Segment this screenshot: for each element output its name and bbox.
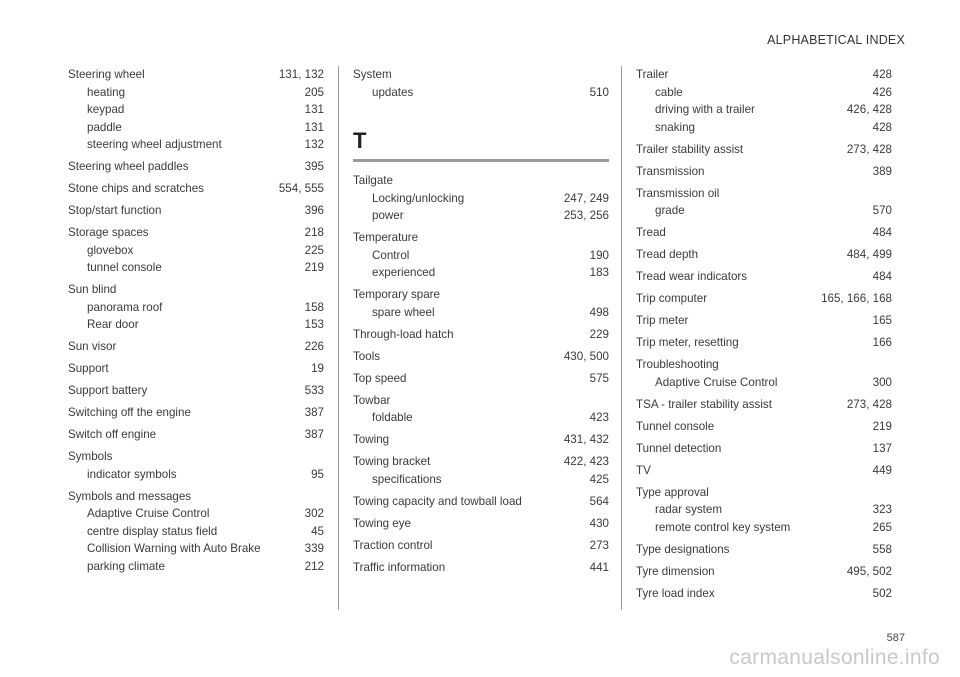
index-term: Symbols (68, 450, 113, 463)
index-subentry-row (353, 409, 609, 427)
index-subpages: 510 (589, 85, 609, 99)
index-subterm: glovebox (87, 243, 134, 257)
page-header-title: ALPHABETICAL INDEX (767, 33, 905, 47)
page-number: 587 (886, 632, 905, 644)
index-term: Troubleshooting (636, 358, 719, 371)
index-subentry-row (353, 264, 609, 282)
index-subpages: 219 (304, 261, 324, 274)
index-subentry-row (68, 316, 324, 334)
index-subterm: Collision Warning with Auto Brake (87, 542, 261, 555)
index-entry (68, 448, 324, 483)
index-entry-row (68, 281, 324, 299)
index-subpages: 247, 249 (563, 191, 609, 205)
index-subpages: 300 (872, 375, 892, 389)
index-pages: 19 (311, 362, 324, 375)
index-entry (636, 541, 892, 559)
index-entry (636, 418, 892, 436)
index-subentry-row (636, 374, 892, 392)
index-entry (353, 348, 609, 366)
index-subpages: 302 (304, 507, 324, 520)
index-entry (636, 484, 892, 537)
index-term: Transmission oil (636, 186, 720, 200)
index-term: Towing (353, 433, 390, 446)
index-entry-row (636, 66, 892, 84)
index-entry (353, 66, 609, 101)
index-subpages: 426 (872, 85, 892, 99)
index-subterm: Rear door (87, 318, 139, 331)
index-term: Transmission (636, 164, 705, 178)
index-subpages: 153 (304, 318, 324, 331)
index-pages: 396 (304, 204, 324, 217)
index-column-2 (353, 66, 609, 581)
index-term: Towing eye (353, 516, 412, 530)
index-subpages: 205 (304, 85, 324, 99)
index-entry (636, 66, 892, 136)
index-entry-row (636, 541, 892, 559)
index-entry-row (636, 246, 892, 264)
index-entry-row (636, 312, 892, 330)
index-entry (353, 559, 609, 577)
index-term: Sun visor (68, 340, 117, 353)
index-subterm: Adaptive Cruise Control (87, 507, 210, 520)
index-term: Tunnel detection (636, 441, 722, 455)
index-entry-row (353, 348, 609, 366)
index-subterm: radar system (655, 503, 723, 516)
index-term: Tread wear indicators (636, 270, 748, 283)
index-entry-row (636, 224, 892, 242)
index-subpages: 131 (304, 120, 324, 134)
index-entry (68, 224, 324, 277)
index-subpages: 498 (589, 305, 609, 319)
index-term: Tread (636, 226, 666, 239)
index-entry (353, 392, 609, 427)
index-entry-row (353, 493, 609, 511)
index-entry-row (68, 360, 324, 378)
index-term: Towing capacity and towball load (353, 494, 522, 508)
index-term: Trip meter (636, 314, 689, 327)
index-subentry-row (68, 259, 324, 277)
index-entry-row (68, 448, 324, 466)
index-entry (68, 426, 324, 444)
index-entry (68, 66, 324, 154)
index-entry-row (636, 356, 892, 374)
index-entry (353, 286, 609, 321)
index-subpages: 131 (304, 103, 324, 116)
index-subentry-row (68, 119, 324, 137)
index-pages: 137 (872, 441, 892, 455)
index-entry (636, 141, 892, 159)
index-subentry-row (353, 207, 609, 225)
index-pages: 229 (589, 327, 609, 341)
index-subentry-row (68, 101, 324, 119)
index-subterm: snaking (655, 120, 695, 134)
index-subterm: cable (655, 85, 683, 99)
index-pages: 387 (304, 428, 324, 441)
index-entry-row (353, 559, 609, 577)
index-term: Support battery (68, 384, 148, 397)
section-letter-rule (353, 159, 609, 162)
index-entry-row (353, 515, 609, 533)
index-subentry-row (636, 84, 892, 102)
index-pages: 430 (589, 516, 609, 530)
index-entry-row (68, 404, 324, 422)
index-pages: 533 (304, 384, 324, 397)
index-subpages: 570 (872, 204, 892, 217)
index-entry (636, 440, 892, 458)
index-term: Tunnel console (636, 419, 715, 433)
index-subentry-row (353, 247, 609, 265)
index-entry (636, 585, 892, 603)
index-entry-row (636, 185, 892, 203)
index-term: Trip meter, resetting (636, 336, 739, 349)
index-subentry-row (68, 84, 324, 102)
index-subterm: remote control key system (655, 520, 791, 534)
index-term: Storage spaces (68, 226, 149, 239)
index-subpages: 265 (872, 520, 892, 534)
index-term: Type designations (636, 542, 730, 556)
index-pages: 273, 428 (846, 397, 892, 411)
index-entry (636, 356, 892, 391)
index-entry-row (68, 382, 324, 400)
index-subentry-row (68, 523, 324, 541)
index-subterm: Control (372, 248, 410, 262)
index-subentry-row (353, 471, 609, 489)
index-subterm: grade (655, 204, 685, 217)
index-subterm: heating (87, 85, 126, 99)
section-letter-heading (353, 129, 609, 162)
index-entry (636, 163, 892, 181)
section-letter: T (353, 128, 367, 153)
index-pages: 165 (872, 314, 892, 327)
index-entry-row (68, 426, 324, 444)
index-subpages: 425 (589, 472, 609, 486)
index-subpages: 183 (589, 266, 609, 279)
index-pages: 273 (589, 538, 609, 552)
index-term: Support (68, 362, 109, 375)
index-term: Trailer (636, 68, 669, 81)
index-subterm: centre display status field (87, 524, 218, 538)
index-subpages: 95 (311, 467, 324, 481)
index-subpages: 225 (304, 243, 324, 257)
index-entry (68, 180, 324, 198)
index-subentry-row (636, 519, 892, 537)
index-entry (353, 326, 609, 344)
index-subentry-row (68, 299, 324, 317)
index-term: Type approval (636, 485, 709, 499)
index-term: Symbols and messages (68, 489, 192, 503)
index-subentry-row (636, 501, 892, 519)
index-pages: 389 (872, 164, 892, 178)
index-entry-row (68, 158, 324, 176)
index-term: System (353, 68, 392, 81)
index-subterm: foldable (372, 411, 413, 424)
index-entry (636, 462, 892, 480)
index-subentry-row (68, 136, 324, 154)
index-subterm: keypad (87, 103, 125, 116)
index-entry (636, 290, 892, 308)
index-term: Switching off the engine (68, 406, 191, 419)
index-entry-row (353, 453, 609, 471)
index-subterm: parking climate (87, 559, 165, 573)
index-term: Steering wheel (68, 68, 145, 81)
index-subterm: indicator symbols (87, 467, 177, 481)
index-entry-row (68, 338, 324, 356)
index-subterm: updates (372, 85, 414, 99)
index-entry-row (636, 484, 892, 502)
index-term: Traffic information (353, 560, 446, 574)
index-subpages: 212 (304, 559, 324, 573)
index-entry-row (68, 66, 324, 84)
index-subentry-row (353, 84, 609, 102)
index-pages: 441 (589, 560, 609, 574)
index-term: TSA - trailer stability assist (636, 397, 772, 411)
index-subentry-row (636, 119, 892, 137)
index-term: Temperature (353, 231, 419, 244)
index-term: Towing bracket (353, 455, 431, 468)
index-subpages: 339 (304, 542, 324, 555)
index-term: Top speed (353, 371, 407, 385)
index-term: Trailer stability assist (636, 142, 744, 156)
index-subentry-row (353, 190, 609, 208)
index-pages: 431, 432 (563, 433, 609, 446)
index-entry-row (636, 141, 892, 159)
index-subpages: 45 (311, 524, 324, 538)
index-term: TV (636, 463, 651, 477)
index-pages: 502 (872, 586, 892, 600)
index-subpages: 428 (872, 120, 892, 134)
index-subterm: specifications (372, 472, 442, 486)
index-entry-row (353, 392, 609, 410)
index-term: Tools (353, 349, 381, 363)
index-entry-row (68, 224, 324, 242)
index-entry (353, 493, 609, 511)
index-pages: 430, 500 (563, 349, 609, 363)
index-entry (636, 268, 892, 286)
index-term: Through-load hatch (353, 327, 454, 341)
index-entry-row (68, 180, 324, 198)
index-entry (353, 537, 609, 555)
index-subentry-row (68, 242, 324, 260)
index-entry-row (636, 462, 892, 480)
index-subpages: 323 (872, 503, 892, 516)
index-subentry-row (353, 304, 609, 322)
index-entry (636, 224, 892, 242)
index-entry-row (353, 370, 609, 388)
index-entry (68, 404, 324, 422)
index-pages: 226 (304, 340, 324, 353)
index-pages: 422, 423 (563, 455, 609, 468)
index-pages: 484 (872, 270, 892, 283)
index-entry (353, 453, 609, 488)
index-entry-row (353, 431, 609, 449)
index-term: Tyre dimension (636, 564, 715, 578)
index-term: Towbar (353, 393, 391, 407)
index-entry (353, 229, 609, 282)
index-entry (68, 360, 324, 378)
index-entry (353, 515, 609, 533)
index-subentry-row (68, 505, 324, 523)
index-subpages: 426, 428 (846, 103, 892, 116)
index-pages: 449 (872, 463, 892, 477)
index-entry-row (636, 585, 892, 603)
index-entry-row (636, 268, 892, 286)
index-term: Tailgate (353, 174, 393, 187)
index-entry (636, 396, 892, 414)
index-pages: 558 (872, 542, 892, 556)
index-subterm: tunnel console (87, 261, 162, 274)
index-pages: 166 (872, 336, 892, 349)
index-pages: 575 (589, 371, 609, 385)
index-pages: 387 (304, 406, 324, 419)
index-entry-row (353, 229, 609, 247)
index-subpages: 253, 256 (563, 209, 609, 222)
index-entry-row (636, 290, 892, 308)
index-subterm: steering wheel adjustment (87, 138, 222, 151)
index-entry-row (68, 488, 324, 506)
index-entry (353, 431, 609, 449)
index-entry (68, 488, 324, 576)
index-entry-row (636, 396, 892, 414)
index-entry-row (636, 440, 892, 458)
watermark: carmanualsonline.info (729, 646, 940, 669)
index-pages: 131, 132 (278, 68, 324, 81)
index-entry (68, 158, 324, 176)
index-column-1 (68, 66, 324, 580)
column-divider (338, 66, 339, 610)
index-term: Traction control (353, 538, 433, 552)
index-entry (353, 370, 609, 388)
index-entry-row (353, 286, 609, 304)
index-pages: 484 (872, 226, 892, 239)
index-entry (636, 334, 892, 352)
index-term: Stone chips and scratches (68, 182, 204, 195)
index-subentry-row (68, 540, 324, 558)
index-entry-row (353, 537, 609, 555)
index-pages: 165, 166, 168 (821, 292, 892, 305)
index-pages: 219 (872, 419, 892, 433)
index-pages: 218 (304, 226, 324, 239)
index-subterm: Adaptive Cruise Control (655, 375, 778, 389)
index-entry (353, 172, 609, 225)
index-subentry-row (636, 202, 892, 220)
column-divider (621, 66, 622, 610)
index-subterm: panorama roof (87, 300, 163, 314)
index-term: Tread depth (636, 248, 699, 261)
index-term: Sun blind (68, 283, 117, 296)
index-entry (68, 382, 324, 400)
index-pages: 273, 428 (846, 142, 892, 156)
index-pages: 428 (872, 68, 892, 81)
index-subpages: 132 (304, 138, 324, 151)
index-term: Temporary spare (353, 288, 440, 301)
index-subterm: driving with a trailer (655, 103, 755, 116)
index-subterm: Locking/unlocking (372, 191, 465, 205)
index-subpages: 190 (589, 248, 609, 262)
index-entry-row (636, 563, 892, 581)
index-entry (68, 338, 324, 356)
index-pages: 554, 555 (278, 182, 324, 195)
index-subterm: power (372, 209, 404, 222)
index-entry (636, 563, 892, 581)
index-term: Trip computer (636, 292, 708, 305)
index-subterm: paddle (87, 120, 122, 134)
index-subpages: 158 (304, 300, 324, 314)
index-entry-row (68, 202, 324, 220)
index-entry-row (353, 66, 609, 84)
index-entry-row (636, 334, 892, 352)
index-subentry-row (68, 466, 324, 484)
index-entry (636, 312, 892, 330)
index-entry (636, 185, 892, 220)
index-entry (68, 202, 324, 220)
index-pages: 395 (304, 160, 324, 173)
index-subterm: experienced (372, 266, 436, 279)
index-subentry-row (636, 101, 892, 119)
index-term: Steering wheel paddles (68, 160, 189, 173)
index-subentry-row (68, 558, 324, 576)
index-column-3 (636, 66, 892, 607)
index-entry-row (353, 172, 609, 190)
index-subpages: 423 (589, 411, 609, 424)
index-entry (636, 246, 892, 264)
index-pages: 495, 502 (846, 564, 892, 578)
index-entry (68, 281, 324, 334)
index-entry-row (353, 326, 609, 344)
index-term: Tyre load index (636, 586, 715, 600)
index-term: Switch off engine (68, 428, 157, 441)
index-pages: 484, 499 (846, 248, 892, 261)
index-entry-row (636, 418, 892, 436)
index-pages: 564 (589, 494, 609, 508)
index-term: Stop/start function (68, 204, 162, 217)
index-entry-row (636, 163, 892, 181)
index-subterm: spare wheel (372, 305, 435, 319)
